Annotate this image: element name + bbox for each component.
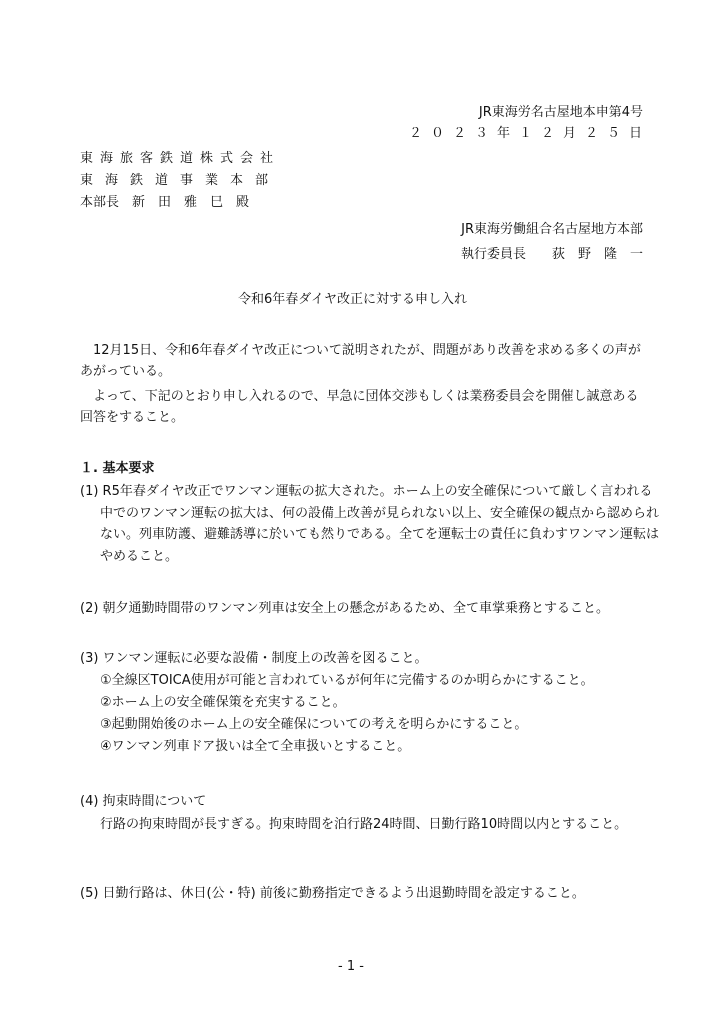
requirement-item-4-body: 行路の拘束時間が長すぎる。拘束時間を泊行路24時間、日勤行路10時間以内とすること。 [100, 817, 628, 832]
requirement-item-4: (4) 拘束時間について [80, 794, 207, 809]
intro-paragraph-1: 12月15日、令和6年春ダイヤ改正について説明されたが、問題があり改善を求める多くの声があがっている。 [80, 343, 641, 379]
intro-paragraph-2: よって、下記のとおり申し入れるので、早急に団体交渉もしくは業務委員会を開催し誠意ある回答をすること。 [80, 389, 639, 425]
requirement-item-2: (2) 朝夕通勤時間帯のワンマン列車は安全上の懸念があるため、全て車掌乗務とすること。 [80, 601, 610, 616]
requirement-item-5: (5) 日勤行路は、休日(公・特) 前後に勤務指定できるよう出退勤時間を設定すること。 [80, 886, 585, 901]
requirement-item-3-sub-1: ①全線区TOICA使用が可能と言われているが何年に完備するのか明らかにすること。 [100, 673, 594, 688]
requirement-item-3: (3) ワンマン運転に必要な設備・制度上の改善を図ること。 [80, 651, 428, 666]
sender-title: 執行委員長 荻 野 隆 一 [460, 247, 643, 262]
page-number: - 1 - [338, 959, 364, 974]
doc-number: JR東海労名古屋地本申第4号 [478, 105, 643, 120]
document-title: 令和6年春ダイヤ改正に対する申し入れ [238, 292, 468, 307]
requirement-item-3-sub-3: ③起動開始後のホーム上の安全確保についての考えを明らかにすること。 [100, 717, 528, 732]
section-heading: １. 基本要求 [80, 461, 155, 476]
requirement-item-1: (1) R5年春ダイヤ改正でワンマン運転の拡大された。ホーム上の安全確保について厳しく言われる中でのワンマン運転の拡大は、何の設備上改善が見られない以上、安全確保の観点から認められない。列車防護、避難誘導に於いても然りである。全てを運転士の責任に負わすワンマン運転はやめること。 [80, 484, 660, 564]
requirement-item-3-sub-2: ②ホーム上の安全確保策を充実すること。 [100, 695, 346, 710]
requirement-item-3-sub-4: ④ワンマン列車ドア扱いは全て全車扱いとすること。 [100, 739, 411, 754]
doc-date: ２０２３年１２月２５日 [408, 126, 651, 141]
recipient-person: 本部長 新 田 雅 巳 殿 [80, 195, 250, 210]
sender-org: JR東海労働組合名古屋地方本部 [461, 222, 643, 237]
recipient-company: 東海旅客鉄道株式会社 [80, 151, 281, 166]
recipient-division: 東海鉄道事業本部 [80, 173, 281, 188]
